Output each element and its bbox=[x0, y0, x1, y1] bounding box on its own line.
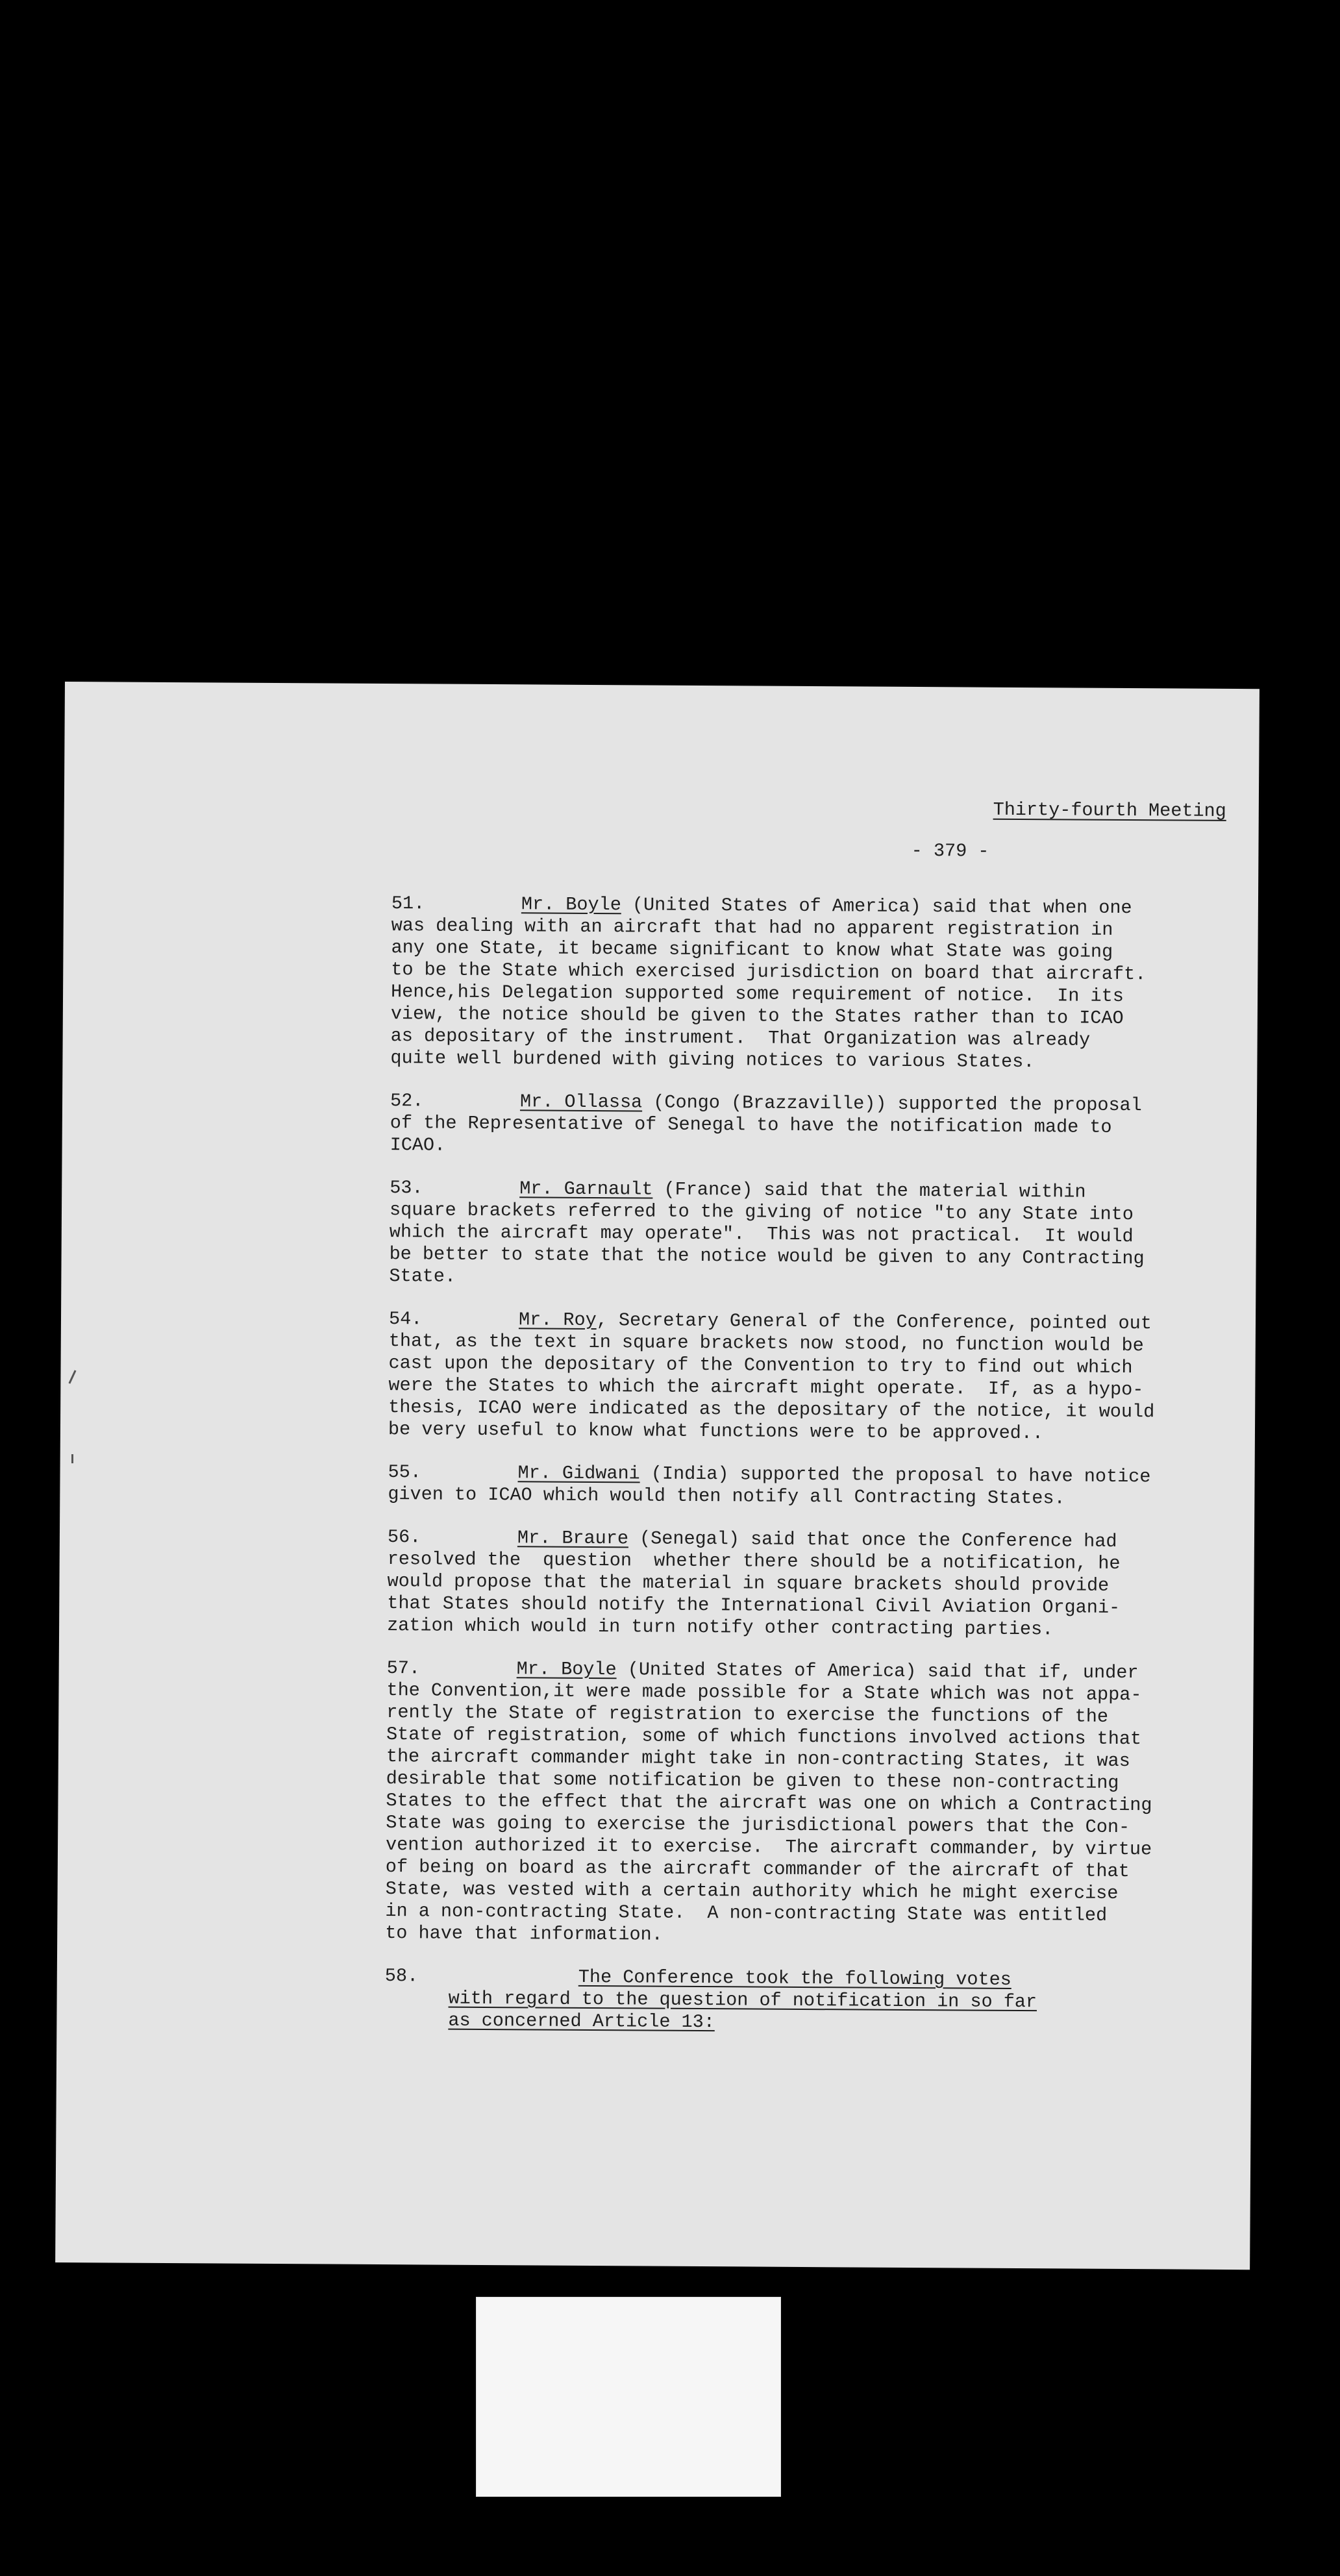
paragraph-number: 52. bbox=[390, 1090, 424, 1112]
paragraph-line: in a non-contracting State. A non-contracting State was entitled bbox=[385, 1900, 1108, 1926]
paragraph-line: rently the State of registration to exercise the functions of the bbox=[386, 1702, 1109, 1728]
paragraph-text: (United States of America) said that when one bbox=[621, 894, 1132, 919]
paragraph-line: of the Representative of Senegal to have the notification made to bbox=[390, 1112, 1112, 1138]
meeting-title: Thirty-fourth Meeting bbox=[993, 799, 1226, 822]
speaker-name: Mr. Ollassa bbox=[519, 1091, 643, 1113]
paragraph-text: , Secretary General of the Conference, pointed out bbox=[596, 1309, 1152, 1335]
decision-text: as concerned Article 13: bbox=[448, 2009, 715, 2033]
paragraph-line: view, the notice should be given to the States rather than to ICAO bbox=[390, 1003, 1124, 1029]
paragraph-line: the Convention,it were made possible for a State which was not appa- bbox=[386, 1679, 1142, 1706]
paragraph-number: 53. bbox=[390, 1177, 423, 1199]
paragraph-line: States to the effect that the aircraft was one on which a Contracting bbox=[386, 1790, 1152, 1816]
page-content bbox=[384, 684, 1227, 2033]
paragraph-line: ICAO. bbox=[390, 1134, 446, 1156]
blank-target-card bbox=[476, 2297, 781, 2497]
paragraph-number: 55. bbox=[388, 1461, 421, 1483]
paragraph-57 bbox=[385, 1657, 1221, 1950]
paragraph-line: resolved the question whether there should be a notification, he bbox=[387, 1548, 1121, 1574]
decision-text: with regard to the question of notification in so far bbox=[448, 1987, 1037, 2013]
paragraph-number: 56. bbox=[387, 1526, 421, 1548]
paragraph-line: be better to state that the notice would be given to any Contracting bbox=[389, 1243, 1145, 1270]
paragraph-line: be very useful to know what functions were to be approved.. bbox=[388, 1418, 1044, 1444]
paragraph-line: thesis, ICAO were indicated as the depositary of the notice, it would bbox=[388, 1396, 1155, 1423]
paragraph-list bbox=[384, 893, 1226, 2057]
paragraph-text: (India) supported the proposal to have notice bbox=[639, 1463, 1151, 1488]
paragraph-line: that, as the text in square brackets now stood, no function would be bbox=[388, 1330, 1144, 1357]
paragraph-text: (France) said that the material within bbox=[652, 1178, 1086, 1203]
paragraph-line: desirable that some notification be given to these non-contracting bbox=[386, 1768, 1119, 1794]
scan-edge-mark bbox=[71, 1454, 73, 1463]
paragraph-line: which the aircraft may operate". This was not practical. It would bbox=[389, 1221, 1134, 1248]
paragraph-line: given to ICAO which would then notify all Contracting States. bbox=[388, 1483, 1065, 1509]
paragraph-58-decision bbox=[384, 1965, 1219, 2037]
paragraph-line: that States should notify the International Civil Aviation Organi- bbox=[387, 1592, 1121, 1618]
paragraph-line: any one State, it became significant to know what State was going bbox=[391, 937, 1113, 963]
document-page bbox=[55, 682, 1259, 2270]
paragraph-line: the aircraft commander might take in non-contracting States, it was bbox=[386, 1746, 1130, 1772]
paragraph-line: would propose that the material in square brackets should provide bbox=[387, 1570, 1110, 1596]
paragraph-line: to be the State which exercised jurisdiction on board that aircraft. bbox=[391, 959, 1147, 985]
paragraph-line: State. bbox=[389, 1265, 456, 1287]
paragraph-line: were the States to which the aircraft might operate. If, as a hypo- bbox=[388, 1374, 1144, 1401]
paragraph-54 bbox=[388, 1308, 1223, 1446]
speaker-name: Mr. Roy bbox=[518, 1309, 597, 1331]
speaker-name: Mr. Gidwani bbox=[517, 1462, 640, 1485]
speaker-name: Mr. Garnault bbox=[519, 1178, 653, 1200]
paragraph-line: quite well burdened with giving notices to various States. bbox=[390, 1047, 1035, 1073]
paragraph-line: of being on board as the aircraft commander of the aircraft of that bbox=[385, 1856, 1130, 1883]
speaker-name: Mr. Boyle bbox=[516, 1658, 617, 1681]
paragraph-line: vention authorized it to exercise. The aircraft commander, by virtue bbox=[385, 1834, 1152, 1861]
speaker-name: Mr. Boyle bbox=[521, 893, 621, 916]
decision-line bbox=[384, 2009, 1219, 2037]
paragraph-56 bbox=[387, 1526, 1222, 1642]
speaker-name: Mr. Braure bbox=[517, 1527, 629, 1550]
paragraph-line: State was going to exercise the jurisdictional powers that the Con- bbox=[386, 1812, 1130, 1839]
paragraph-line: square brackets referred to the giving of notice "to any State into bbox=[389, 1199, 1134, 1226]
paragraph-55 bbox=[388, 1461, 1222, 1511]
paragraph-number: 54. bbox=[388, 1308, 423, 1330]
paragraph-52 bbox=[390, 1090, 1225, 1161]
paragraph-number: 57. bbox=[386, 1657, 421, 1679]
paragraph-number: 51. bbox=[391, 893, 425, 915]
paragraph-text: (Senegal) said that once the Conference had bbox=[628, 1528, 1117, 1552]
paragraph-51 bbox=[390, 893, 1226, 1074]
paragraph-line: zation which would in turn notify other contracting parties. bbox=[387, 1615, 1054, 1641]
page-number: - 379 - bbox=[911, 839, 989, 862]
paragraph-line: to have that information. bbox=[385, 1922, 663, 1946]
paragraph-number: 58. bbox=[384, 1965, 419, 1987]
paragraph-line: Hence,his Delegation supported some requirement of notice. In its bbox=[390, 981, 1124, 1007]
decision-text: The Conference took the following votes bbox=[578, 1966, 1011, 1990]
paragraph-text: (United States of America) said that if, under bbox=[616, 1659, 1139, 1684]
paragraph-text: (Congo (Brazzaville)) supported the proposal bbox=[642, 1091, 1142, 1117]
paragraph-line: as depositary of the instrument. That Organization was already bbox=[390, 1025, 1091, 1051]
paragraph-line: cast upon the depositary of the Convention to try to find out which bbox=[388, 1352, 1133, 1379]
paragraph-line: State, was vested with a certain authority which he might exercise bbox=[385, 1878, 1119, 1904]
paragraph-line: was dealing with an aircraft that had no apparent registration in bbox=[391, 915, 1113, 941]
paragraph-line: State of registration, some of which functions involved actions that bbox=[386, 1724, 1142, 1750]
paragraph-53 bbox=[389, 1177, 1224, 1293]
